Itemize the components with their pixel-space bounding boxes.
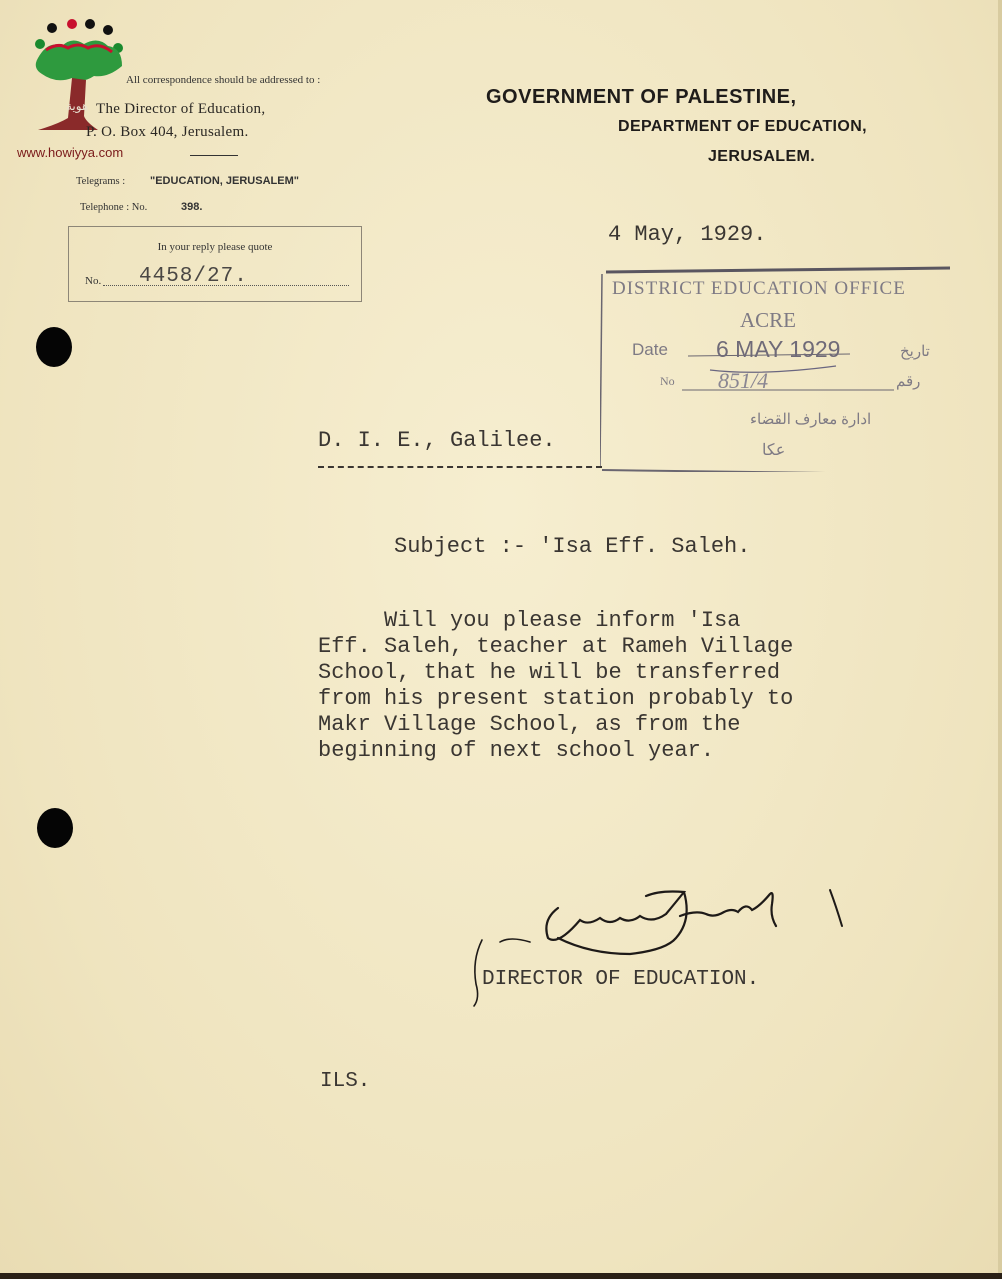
department-heading: DEPARTMENT OF EDUCATION, <box>618 118 867 135</box>
body-line: beginning of next school year. <box>318 738 715 763</box>
po-box-line: P. O. Box 404, Jerusalem. <box>86 124 249 140</box>
howiyya-logo <box>28 18 128 140</box>
stamp-place: ACRE <box>740 308 797 332</box>
page-bottom-edge <box>0 1273 1002 1279</box>
typist-initials: ILS. <box>320 1070 371 1093</box>
stamp-date-label-arabic: تاريخ <box>900 344 930 360</box>
stamp-no-label-arabic: رقم <box>896 374 921 390</box>
stamp-place-arabic: عكا <box>762 442 786 459</box>
recipient-underline <box>318 466 602 468</box>
stamp-date-label: Date <box>632 340 668 359</box>
stamp-date-value: 6 MAY 1929 <box>716 336 841 362</box>
subject-line: Subject :- 'Isa Eff. Saleh. <box>394 534 751 559</box>
government-heading: GOVERNMENT OF PALESTINE, <box>486 86 797 108</box>
reply-quote-box <box>68 226 362 302</box>
district-office-stamp <box>600 266 952 472</box>
addressee-line: The Director of Education, <box>96 101 266 117</box>
city-heading: JERUSALEM. <box>708 148 816 165</box>
telephone-label: Telephone : No. <box>80 202 148 213</box>
signoff-title: DIRECTOR OF EDUCATION. <box>482 968 760 991</box>
telephone-value: 398. <box>181 201 203 213</box>
body-line: School, that he will be transferred <box>318 660 781 685</box>
body-line: Makr Village School, as from the <box>318 712 741 737</box>
telegrams-label: Telegrams : <box>76 176 126 187</box>
telegrams-value: "EDUCATION, JERUSALEM" <box>150 175 299 187</box>
recipient-line: D. I. E., Galilee. <box>318 428 556 453</box>
address-rule <box>190 155 238 156</box>
stamp-no-value: 851/4 <box>718 368 769 393</box>
reply-no-label: No. <box>85 275 102 287</box>
stamp-office-arabic: ادارة معارف القضاء <box>750 412 872 428</box>
correspondence-note: All correspondence should be addressed to : <box>126 74 321 86</box>
punch-hole-top <box>36 327 72 367</box>
stamp-no-label: No <box>660 374 675 388</box>
body-line: from his present station probably to <box>318 686 794 711</box>
reply-reference-number: 4458/27. <box>139 265 248 288</box>
svg-text:هوية: هوية <box>66 99 89 113</box>
watermark-url[interactable]: www.howiyya.com <box>17 145 124 160</box>
body-line: Eff. Saleh, teacher at Rameh Village <box>318 634 794 659</box>
body-line: Will you please inform 'Isa <box>318 608 741 633</box>
page-edge <box>998 0 1002 1279</box>
stamp-title: DISTRICT EDUCATION OFFICE <box>612 278 906 299</box>
reply-quote-title: In your reply please quote <box>157 241 273 253</box>
punch-hole-bottom <box>37 808 73 848</box>
letter-date: 4 May, 1929. <box>608 222 767 247</box>
